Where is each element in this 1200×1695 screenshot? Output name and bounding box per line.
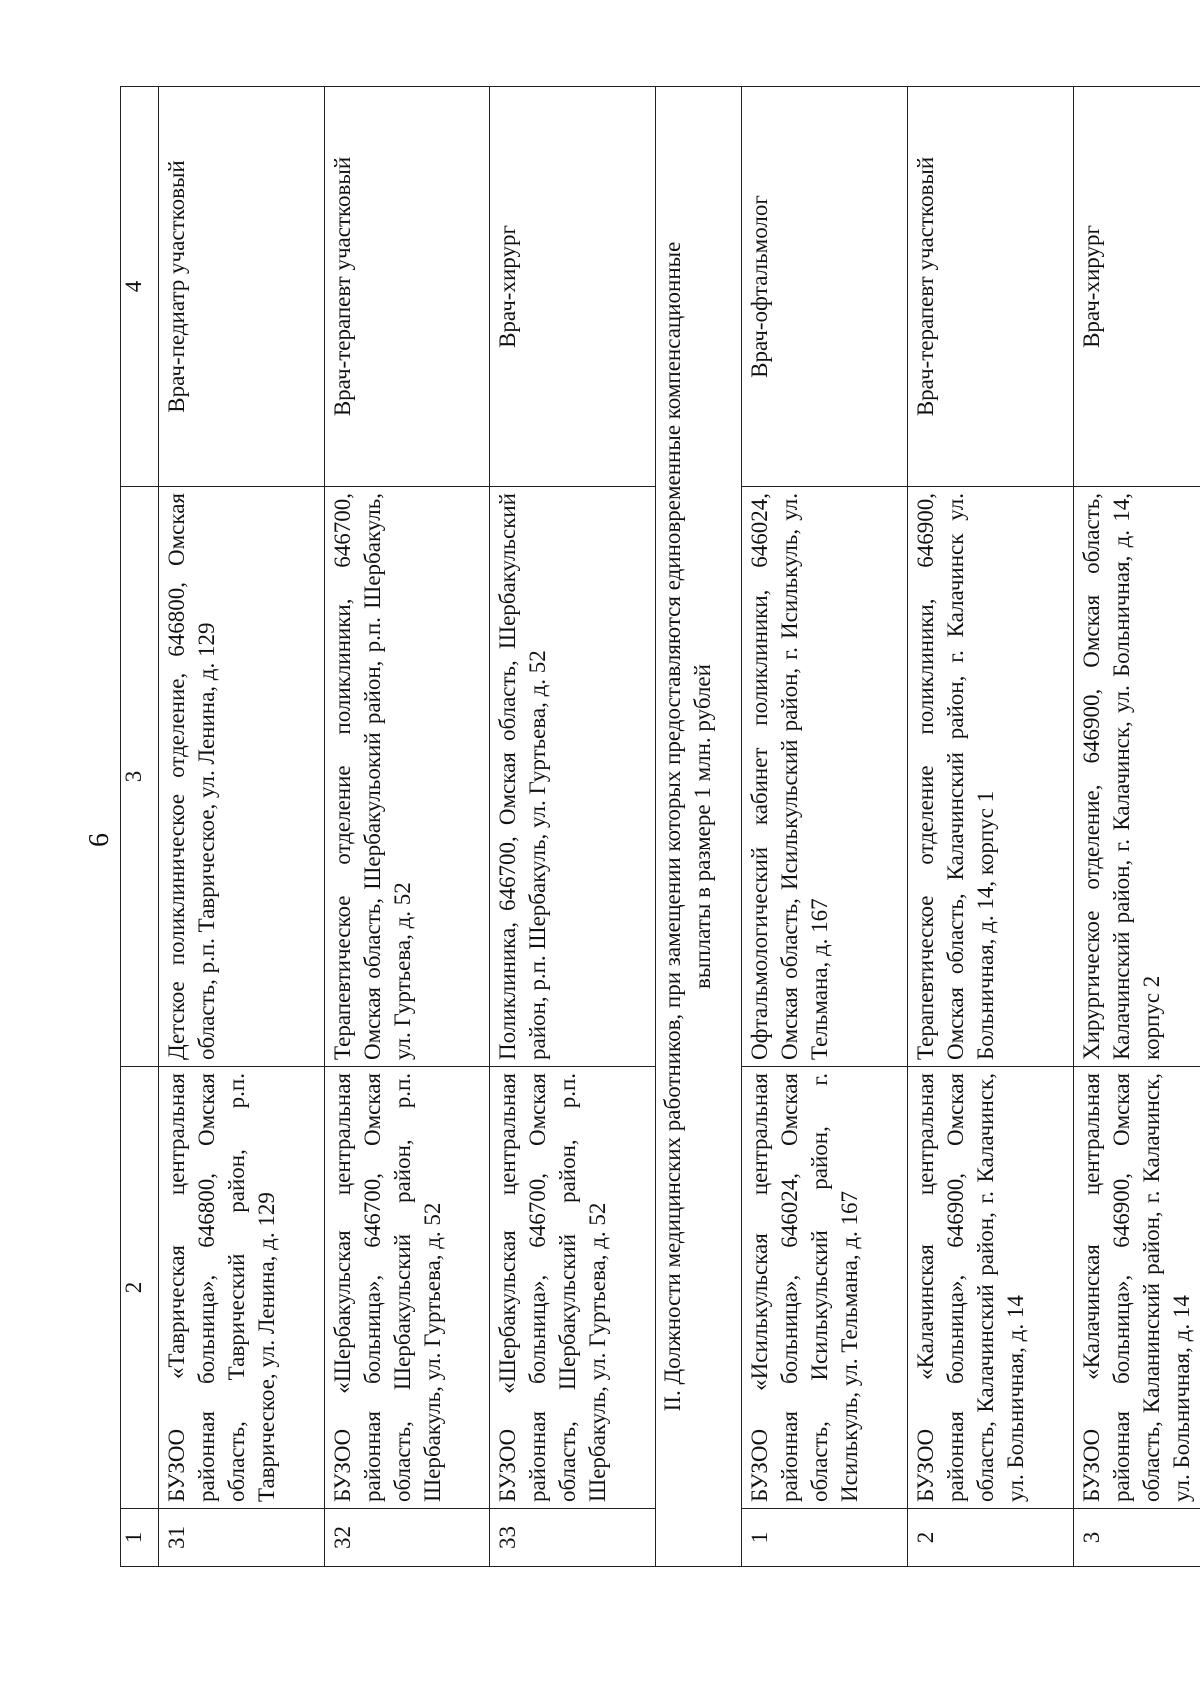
position-cell: Врач-хирург: [490, 87, 656, 487]
department-cell: Терапевтическое отделение поликлиники, 646700, Омская область, Шербакульокий район, р.п. Шербакуль, ул. Гуртьева, д. 52: [324, 487, 490, 1067]
position-cell: Врач-терапевт участковый: [908, 87, 1074, 487]
row-number: 1: [742, 1509, 908, 1567]
table-row: [490, 87, 656, 1567]
table-row: [158, 87, 324, 1567]
section-heading-line-2: выплаты в размере 1 млн. рублей: [690, 664, 716, 989]
row-number: 32: [324, 1509, 490, 1567]
header-row: [121, 87, 159, 1567]
position-cell: Врач-терапевт участковый: [324, 87, 490, 487]
table-row: [324, 87, 490, 1567]
department-cell: Хирургическое отделение, 646900, Омская область, Калачинский район, г. Калачинск, ул. Больничная, д. 14, корпус 2: [1074, 487, 1200, 1067]
section-heading: [656, 87, 742, 1567]
organization-cell: БУЗОО «Шербакульская центральная районная больница», 646700, Омская область, Шербакульский район, р.п. Шербакуль, ул. Гуртьева, д. 52: [490, 1067, 656, 1509]
position-cell: Врач-офтальмолог: [742, 87, 908, 487]
rotated-table-wrapper: [120, 87, 1200, 1567]
position-cell: Врач-хирург: [1074, 87, 1200, 487]
row-number: 3: [1074, 1509, 1200, 1567]
organization-cell: БУЗОО «Таврическая центральная районная больница», 646800, Омская область, Таврический район, р.п. Таврическое, ул. Ленина, д. 129: [158, 1067, 324, 1509]
department-cell: Терапевтическое отделение поликлиники, 646900, Омская область, Калачинский район, г. Калачинск ул. Больничная, д. 14, корпус 1: [908, 487, 1074, 1067]
organization-cell: БУЗОО «Исилькульская центральная районная больница», 646024, Омская область, Исилькульский район, г. Исилькуль, ул. Тельмана, д. 167: [742, 1067, 908, 1509]
row-number: 31: [158, 1509, 324, 1567]
row-number: 33: [490, 1509, 656, 1567]
department-cell: Офтальмологический кабинет поликлиники, 646024, Омская область, Исилькульский район, г. Исилькуль, ул. Тельмана, д. 167: [742, 487, 908, 1067]
position-cell: Врач-педиатр участковый: [158, 87, 324, 487]
column-header-1: 1: [121, 1509, 159, 1567]
section-heading-row: [656, 87, 742, 1567]
page-number: 6: [84, 833, 115, 847]
column-header-3: 3: [121, 487, 159, 1067]
organization-cell: БУЗОО «Шербакульская центральная районная больница», 646700, Омская область, Шербакульский район, р.п. Шербакуль, ул. Гуртьева, д. 52: [324, 1067, 490, 1509]
row-number: 2: [908, 1509, 1074, 1567]
table-row: [908, 87, 1074, 1567]
organization-cell: БУЗОО «Калачинская центральная районная больница», 646900, Омская область, Калачинский район, г. Калачинск, ул. Больничная, д. 14: [908, 1067, 1074, 1509]
positions-table: [120, 86, 1200, 1567]
table-row: [1074, 87, 1200, 1567]
column-header-2: 2: [121, 1067, 159, 1509]
column-header-4: 4: [121, 87, 159, 487]
section-heading-line-1: II. Должности медицинских работников, при замещении которых предоставляются единовременные компенсационные: [660, 241, 686, 1412]
department-cell: Детское поликлиническое отделение, 646800, Омская область, р.п. Таврическое, ул. Ленина, д. 129: [158, 487, 324, 1067]
table-row: [742, 87, 908, 1567]
department-cell: Поликлиника, 646700, Омская область, Шербакульский район, р.п. Шербакуль, ул. Гуртьева, д. 52: [490, 487, 656, 1067]
organization-cell: БУЗОО «Калачинская центральная районная больница», 646900, Омская область, Каланинский район, г. Калачинск, ул. Больничная, д. 14: [1074, 1067, 1200, 1509]
